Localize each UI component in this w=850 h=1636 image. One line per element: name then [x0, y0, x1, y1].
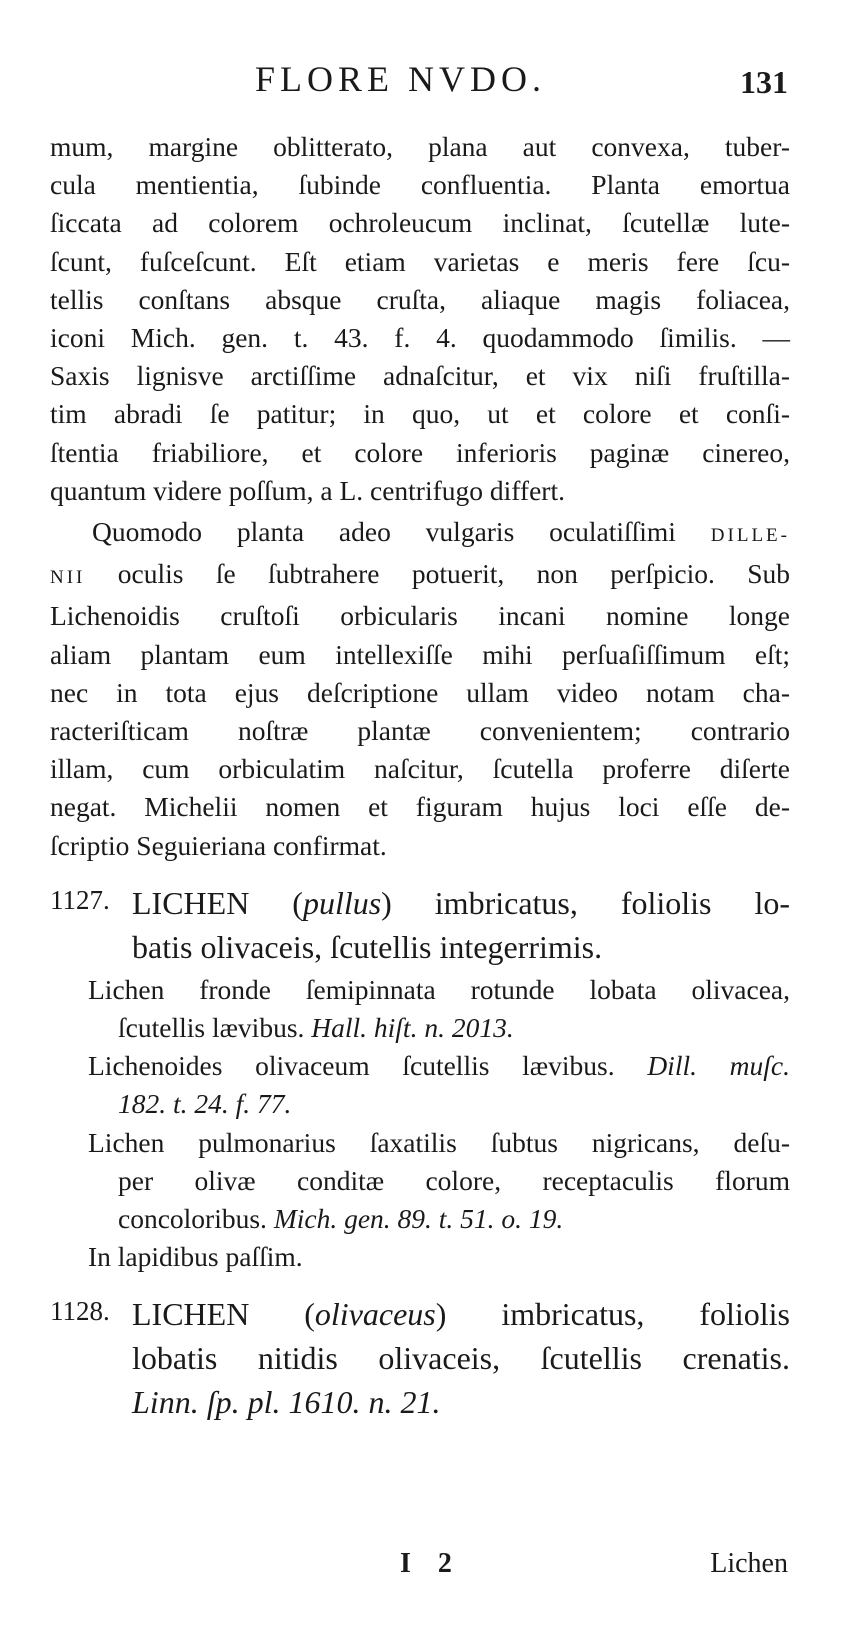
- text-span: Lichenoides olivaceum ſcutellis lævibus.: [88, 1050, 615, 1082]
- text-line: [50, 513, 790, 555]
- page-footer: [0, 1548, 850, 1588]
- author-name-smallcaps: DILLE-: [710, 525, 790, 547]
- paragraph-2: [50, 513, 790, 865]
- genus: LICHEN (: [132, 884, 303, 921]
- reference: Hall. hiſt. n. 2013.: [311, 1012, 514, 1044]
- body-text: [50, 128, 790, 1424]
- synonym-line: [88, 1085, 790, 1123]
- text-span: concoloribus.: [118, 1203, 267, 1235]
- text-line: tellis conſtans absque cruſta, aliaque magis foliacea,: [50, 283, 790, 315]
- text-line: [50, 555, 790, 597]
- species-epithet: olivaceus: [314, 1296, 436, 1333]
- habitat-line: In lapidibus paſſim.: [88, 1241, 303, 1273]
- synonym-line: per olivæ conditæ colore, receptaculis florum: [118, 1164, 790, 1196]
- text-line: quantum videre poſſum, a L. centrifugo differt.: [50, 474, 565, 506]
- text-line: ſtentia friabiliore, et colore inferioris paginæ cinereo,: [50, 436, 790, 468]
- synonym-line: Lichen pulmonarius ſaxatilis ſubtus nigricans, deſu-: [88, 1126, 790, 1158]
- genus: LICHEN (: [132, 1296, 315, 1333]
- synonym-line: Lichen fronde ſemipinnata rotunde lobata olivacea,: [88, 973, 790, 1005]
- text-line: ſcunt, fuſceſcunt. Eſt etiam varietas e meris fere ſcu-: [50, 245, 790, 277]
- entry-heading: [50, 881, 790, 969]
- text-line: mum, margine oblitterato, plana aut convexa, tuber-: [50, 131, 790, 162]
- page-number: 131: [740, 64, 788, 100]
- species-entry-1127: [50, 881, 790, 1277]
- species-entry-1128: [50, 1292, 790, 1424]
- entry-number: 1128.: [50, 1296, 110, 1327]
- text-span: ſcutellis lævibus.: [118, 1012, 305, 1044]
- reference: 182. t. 24. f. 77.: [118, 1088, 292, 1120]
- text-line: ſcriptio Seguieriana confirmat.: [50, 829, 387, 861]
- running-head: [0, 58, 850, 108]
- heading-line: [50, 1292, 790, 1336]
- synonym-line: [88, 1009, 790, 1047]
- text-span: oculis ſe ſubtrahere potuerit, non perſpicio. Sub: [117, 558, 791, 590]
- text-line: iconi Mich. gen. t. 43. f. 4. quodammodo ſimilis. —: [50, 322, 790, 354]
- reference: Dill. muſc.: [647, 1050, 791, 1082]
- text-line: Saxis lignisve arctiſſime adnaſcitur, et vix niſi fruſtilla-: [50, 360, 790, 392]
- reference: Mich. gen. 89. t. 51. o. 19.: [273, 1203, 564, 1235]
- diagnosis: ) imbricatus, foliolis: [435, 1296, 791, 1333]
- text-line: ſiccata ad colorem ochroleucum inclinat, ſcutellæ lute-: [50, 207, 790, 239]
- signature-mark: I 2: [400, 1548, 462, 1579]
- text-line: illam, cum orbiculatim naſcitur, ſcutella proferre diſerte: [50, 753, 790, 785]
- heading-line: [50, 881, 790, 925]
- heading-line: [50, 1380, 790, 1424]
- diagnosis: ) imbricatus, foliolis lo-: [381, 884, 791, 921]
- text-line: negat. Michelii nomen et figuram hujus loci eſſe de-: [50, 791, 790, 823]
- catchword: Lichen: [710, 1548, 788, 1579]
- entry-heading: [50, 1292, 790, 1424]
- paragraph-1: [50, 128, 790, 510]
- text-line: racteriſticam noſtræ plantæ convenientem; contrario: [50, 715, 790, 747]
- text-line: aliam plantam eum intellexiſſe mihi perſuaſiſſimum eſt;: [50, 638, 790, 670]
- text-span: Quomodo planta adeo vulgaris oculatiſſimi: [92, 516, 676, 548]
- running-title: FLORE NVDO.: [255, 59, 547, 99]
- text-line: nec in tota ejus deſcriptione ullam video notam cha-: [50, 676, 790, 708]
- author-name-smallcaps: NII: [50, 567, 86, 589]
- synonym-line: [88, 1200, 790, 1238]
- heading-line: batis olivaceis, ſcutellis integerrimis.: [132, 928, 603, 965]
- synonym-line: [88, 1047, 790, 1085]
- entry-number: 1127.: [50, 884, 110, 915]
- text-line: cula mentientia, ſubinde confluentia. Planta emortua: [50, 169, 790, 201]
- text-line: tim abradi ſe patitur; in quo, ut et colore et conſi-: [50, 398, 790, 430]
- text-line: Lichenoidis cruſtoſi orbicularis incani nomine longe: [50, 600, 790, 632]
- heading-line: lobatis nitidis olivaceis, ſcutellis crenatis.: [132, 1340, 790, 1377]
- synonyms: [50, 971, 790, 1277]
- species-epithet: pullus: [302, 884, 382, 921]
- reference: Linn. ſp. pl. 1610. n. 21.: [132, 1384, 441, 1421]
